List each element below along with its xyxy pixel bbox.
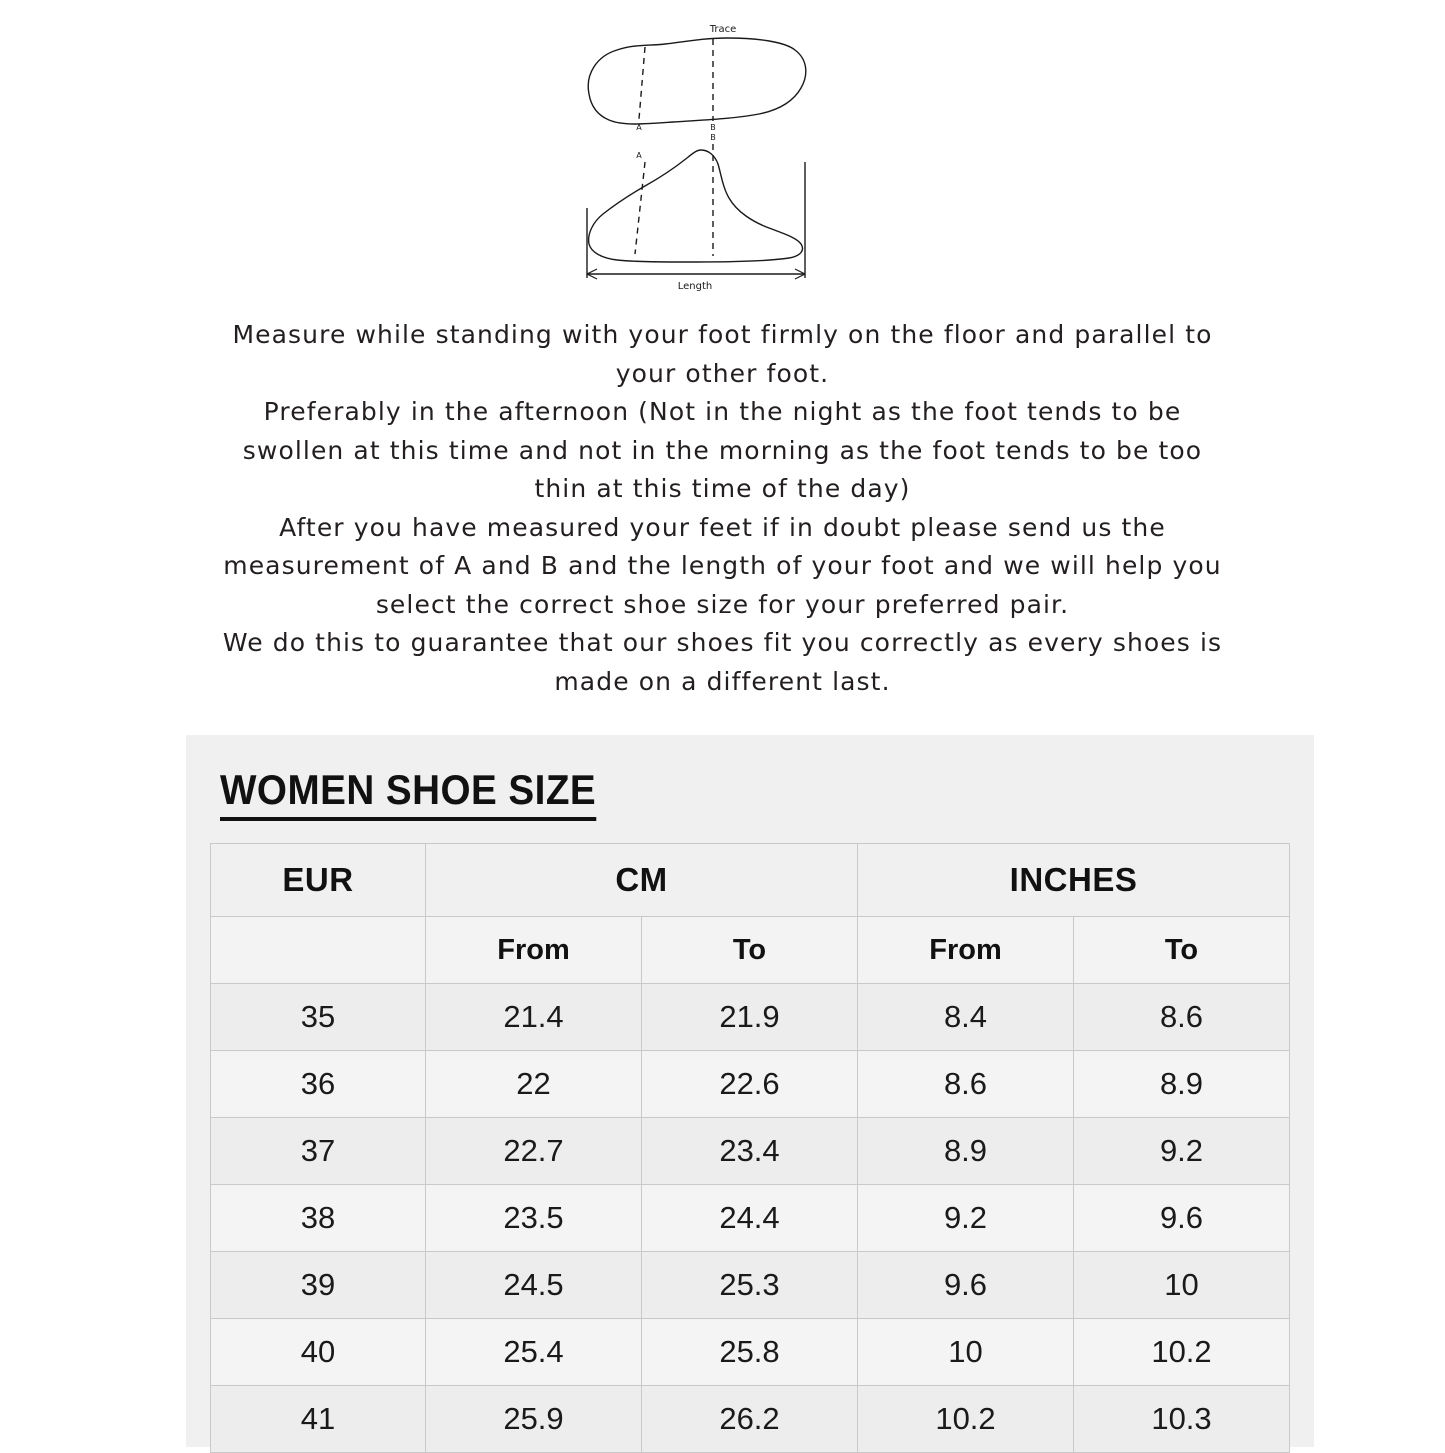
- table-row: [211, 1118, 1290, 1185]
- cell-cm-from: 25.4: [426, 1319, 642, 1386]
- table-row: [211, 1386, 1290, 1453]
- table-row: [211, 1319, 1290, 1386]
- cell-eur: 38: [211, 1185, 426, 1252]
- table-row: [211, 1252, 1290, 1319]
- subheader-cm-to: To: [642, 917, 858, 984]
- cell-eur: 36: [211, 1051, 426, 1118]
- cell-cm-from: 21.4: [426, 984, 642, 1051]
- cell-eur: 39: [211, 1252, 426, 1319]
- cell-cm-from: 22.7: [426, 1118, 642, 1185]
- foot-diagram-svg: [573, 22, 873, 292]
- cell-inches-to: 9.2: [1074, 1118, 1290, 1185]
- cell-inches-from: 10: [858, 1319, 1074, 1386]
- marker-a-top: A: [635, 123, 642, 132]
- subheader-inches-from: From: [858, 917, 1074, 984]
- cell-inches-from: 10.2: [858, 1386, 1074, 1453]
- cell-cm-to: 22.6: [642, 1051, 858, 1118]
- cell-inches-to: 10.3: [1074, 1386, 1290, 1453]
- cell-cm-from: 24.5: [426, 1252, 642, 1319]
- instruction-line-3: After you have measured your feet if in doubt please send us the measurement of A and B and the length of your foot and we will help you select the correct shoe size for your preferred pair.: [223, 512, 1222, 619]
- trace-label: Trace: [709, 24, 736, 35]
- cell-inches-from: 9.6: [858, 1252, 1074, 1319]
- cell-inches-to: 8.9: [1074, 1051, 1290, 1118]
- cell-eur: 37: [211, 1118, 426, 1185]
- marker-b-side: B: [709, 133, 716, 142]
- cell-cm-to: 24.4: [642, 1185, 858, 1252]
- instruction-line-4: We do this to guarantee that our shoes fit you correctly as every shoes is made on a different last.: [222, 628, 1223, 696]
- foot-measurement-diagram: [0, 0, 1445, 292]
- cell-cm-to: 25.8: [642, 1319, 858, 1386]
- cell-eur: 41: [211, 1386, 426, 1453]
- instruction-line-2: Preferably in the afternoon (Not in the night as the foot tends to be swollen at this time and not in the morning as the foot tends to be too thin at this time of the day): [242, 397, 1203, 503]
- subheader-blank: [211, 917, 426, 984]
- table-row: [211, 1051, 1290, 1118]
- size-chart-table: [210, 843, 1290, 1453]
- cell-cm-to: 21.9: [642, 984, 858, 1051]
- instruction-line-1: Measure while standing with your foot firmly on the floor and parallel to your other foot.: [232, 320, 1213, 388]
- table-row: [211, 984, 1290, 1051]
- cell-cm-to: 23.4: [642, 1118, 858, 1185]
- cell-inches-to: 8.6: [1074, 984, 1290, 1051]
- cell-inches-from: 8.6: [858, 1051, 1074, 1118]
- subheader-inches-to: To: [1074, 917, 1290, 984]
- header-cm: CM: [426, 844, 858, 917]
- header-eur: EUR: [211, 844, 426, 917]
- cell-inches-to: 9.6: [1074, 1185, 1290, 1252]
- measuring-instructions: [213, 316, 1233, 701]
- marker-b-top: B: [709, 123, 716, 132]
- size-chart-title: WOMEN SHOE SIZE: [220, 735, 596, 821]
- cell-eur: 35: [211, 984, 426, 1051]
- subheader-cm-from: From: [426, 917, 642, 984]
- header-inches: INCHES: [858, 844, 1290, 917]
- length-label: Length: [677, 281, 712, 292]
- table-group-header-row: [211, 844, 1290, 917]
- cell-inches-from: 9.2: [858, 1185, 1074, 1252]
- size-chart-panel: [186, 735, 1314, 1447]
- cell-inches-from: 8.4: [858, 984, 1074, 1051]
- cell-inches-to: 10: [1074, 1252, 1290, 1319]
- table-sub-header-row: [211, 917, 1290, 984]
- cell-inches-to: 10.2: [1074, 1319, 1290, 1386]
- cell-eur: 40: [211, 1319, 426, 1386]
- cell-cm-from: 23.5: [426, 1185, 642, 1252]
- cell-cm-from: 22: [426, 1051, 642, 1118]
- cell-cm-to: 26.2: [642, 1386, 858, 1453]
- table-row: [211, 1185, 1290, 1252]
- cell-inches-from: 8.9: [858, 1118, 1074, 1185]
- cell-cm-from: 25.9: [426, 1386, 642, 1453]
- marker-a-side: A: [635, 151, 642, 160]
- cell-cm-to: 25.3: [642, 1252, 858, 1319]
